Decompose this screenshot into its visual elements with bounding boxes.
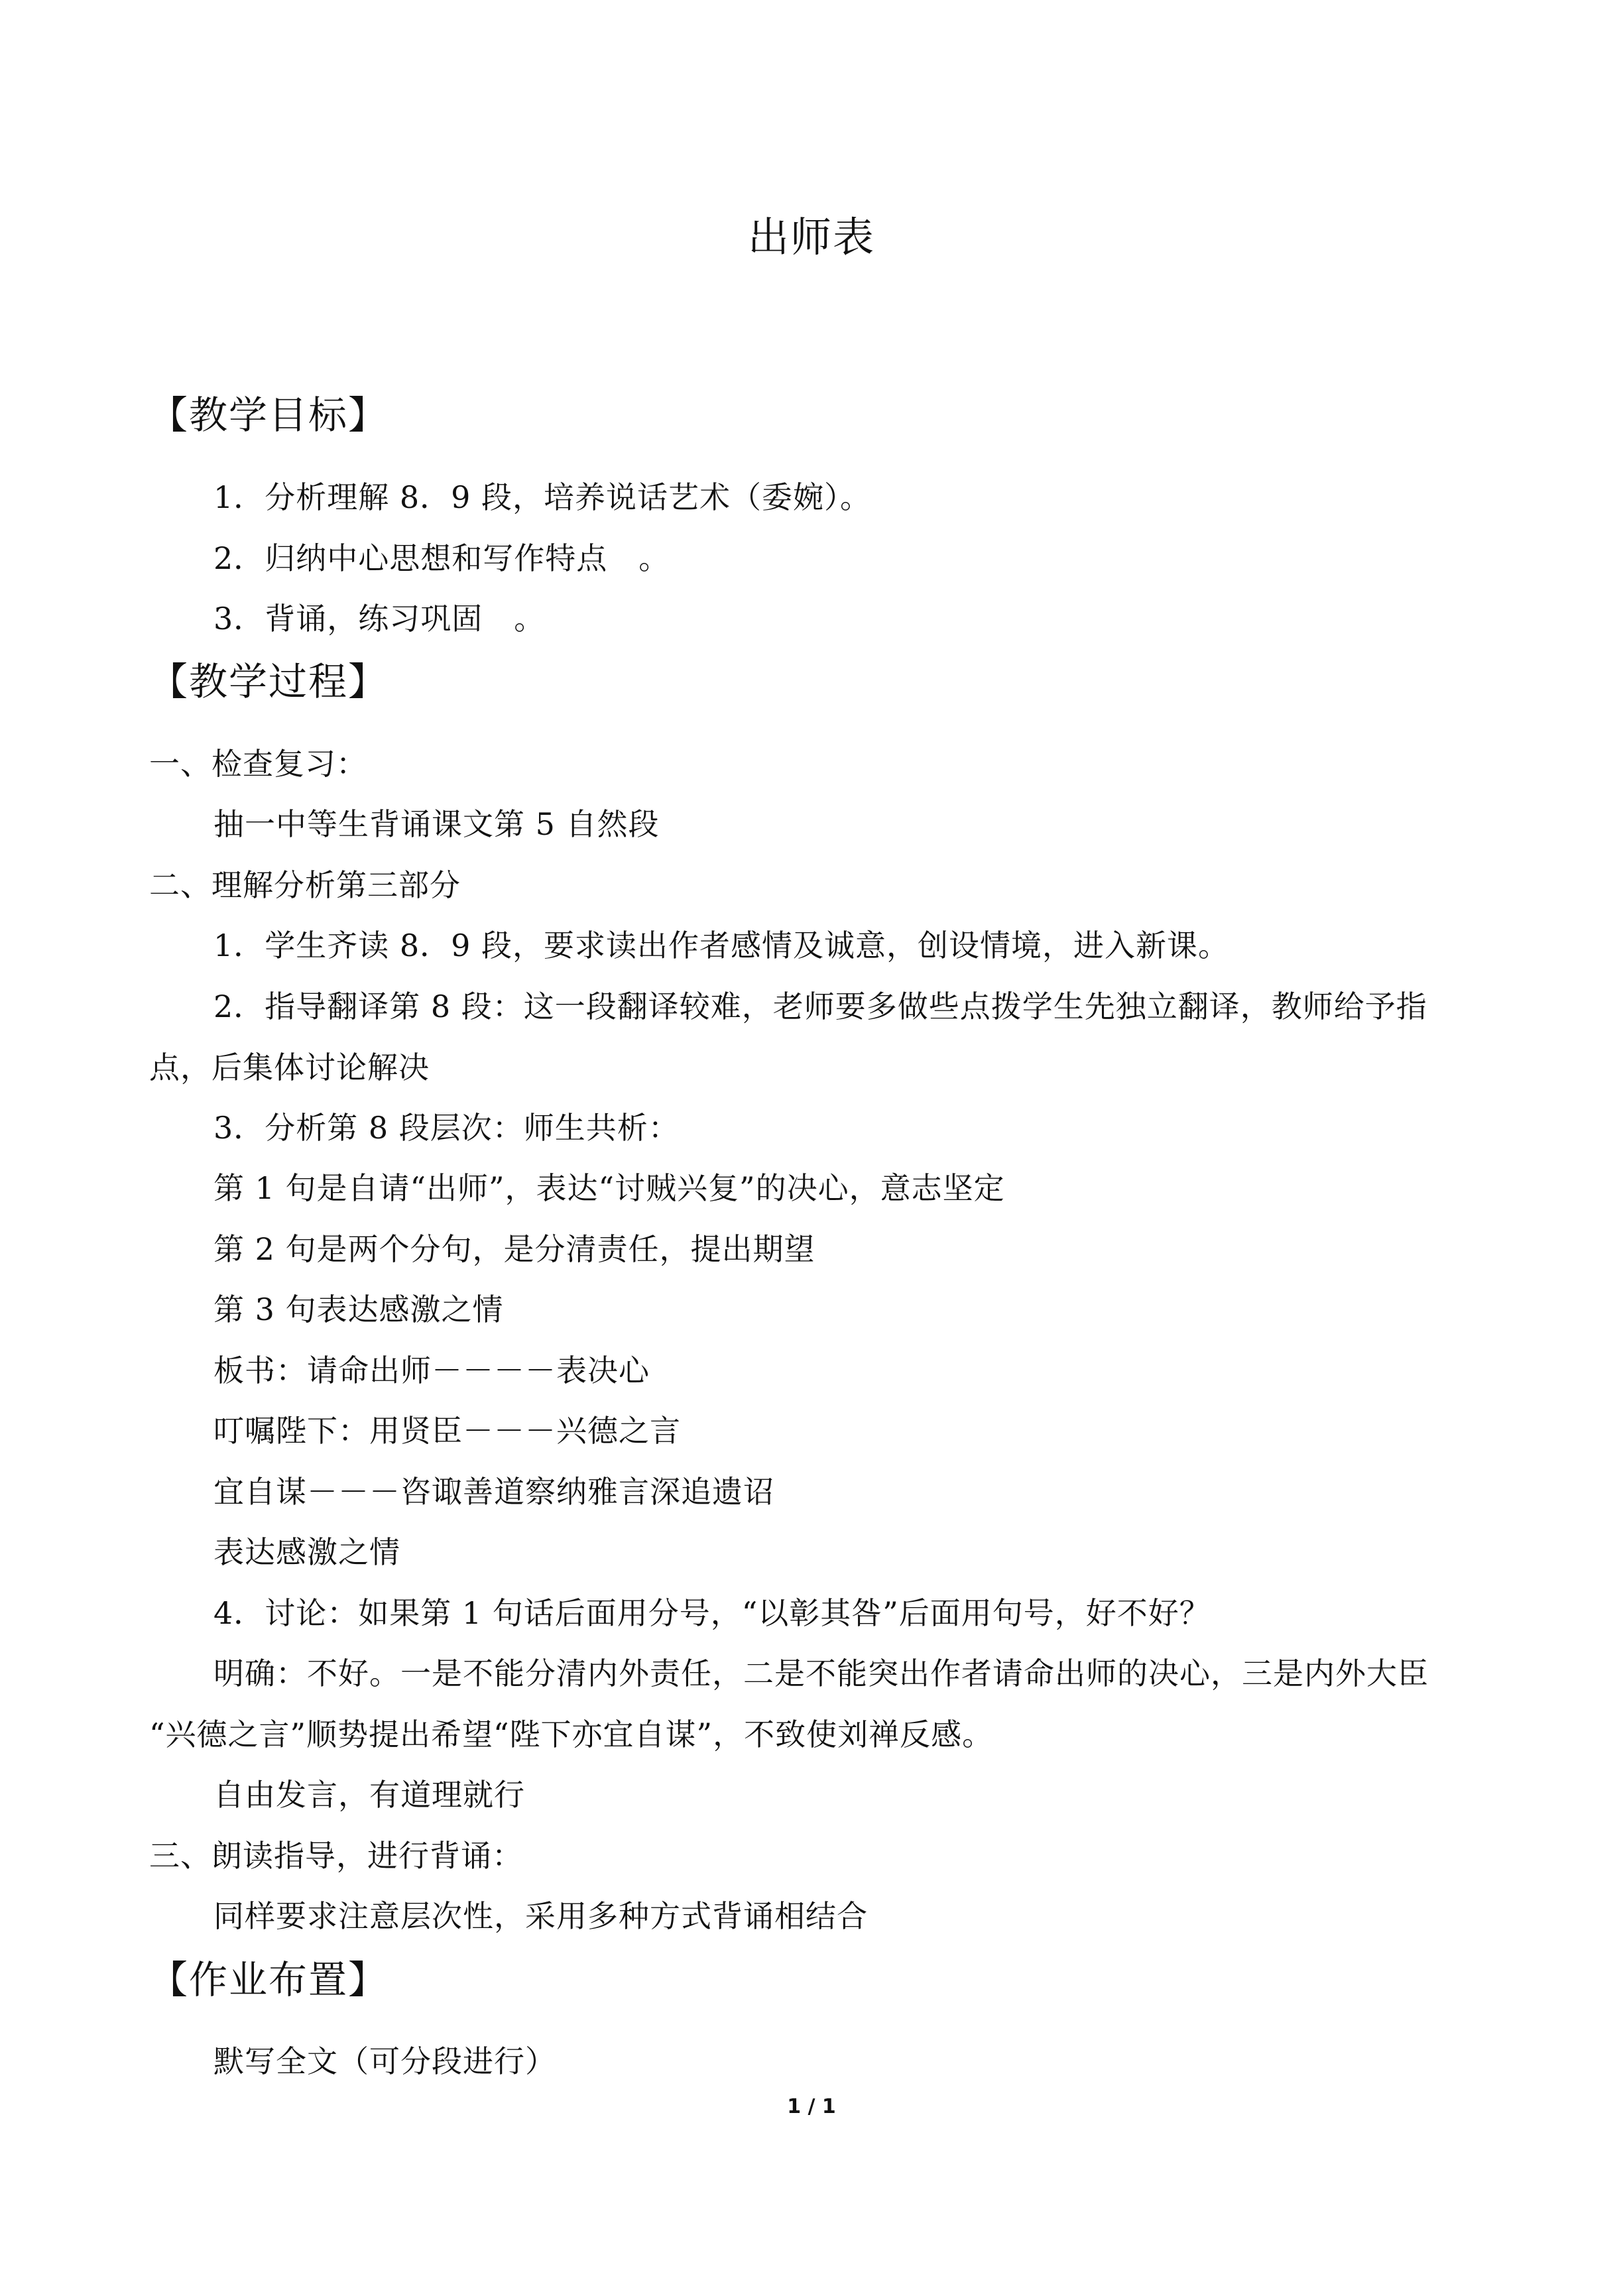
process-line: 表达感激之情	[213, 1534, 400, 1570]
process-line: “兴德之言”顺势提出希望“陛下亦宜自谋”，不致使刘禅反感。	[149, 1717, 994, 1752]
process-line: 1．学生齐读 8．9 段，要求读出作者感情及诚意，创设情境，进入新课。	[213, 928, 1230, 963]
homework-heading: 【作业布置】	[149, 1957, 389, 2002]
process-line: 点，后集体讨论解决	[149, 1050, 430, 1085]
process-line: 第 3 句表达感激之情	[213, 1292, 504, 1327]
objective-item: 3．背诵，练习巩固 。	[213, 601, 546, 636]
process-line: 2．指导翻译第 8 段：这一段翻译较难，老师要多做些点拨学生先独立翻译，教师给予指	[213, 989, 1427, 1024]
document-title: 出师表	[747, 213, 875, 261]
process-line: 自由发言，有道理就行	[213, 1777, 525, 1813]
process-line: 宜自谋－－－咨诹善道察纳雅言深追遗诏	[213, 1474, 774, 1510]
process-line: 一、检查复习：	[149, 746, 367, 782]
process-line: 三、朗读指导，进行背诵：	[149, 1838, 523, 1874]
objective-item: 1．分析理解 8．9 段，培养说话艺术（委婉）。	[213, 479, 872, 515]
process-line: 4．讨论：如果第 1 句话后面用分号，“以彰其咎”后面用句号，好不好？	[213, 1595, 1211, 1631]
process-line: 第 2 句是两个分句，是分清责任，提出期望	[213, 1231, 815, 1267]
process-line: 板书：请命出师－－－－表决心	[213, 1353, 650, 1388]
process-heading: 【教学过程】	[149, 659, 389, 704]
process-line: 抽一中等生背诵课文第 5 自然段	[213, 806, 660, 842]
process-line: 二、理解分析第三部分	[149, 867, 461, 903]
objective-item: 2．归纳中心思想和写作特点 。	[213, 540, 670, 576]
process-line: 同样要求注意层次性，采用多种方式背诵相结合	[213, 1898, 868, 1934]
process-line: 叮嘱陛下：用贤臣－－－兴德之言	[213, 1413, 681, 1449]
process-line: 第 1 句是自请“出师”，表达“讨贼兴复”的决心，意志坚定	[213, 1170, 1005, 1206]
page-number: 1 / 1	[787, 2095, 836, 2118]
process-line: 3．分析第 8 段层次：师生共析：	[213, 1110, 680, 1146]
objectives-heading: 【教学目标】	[149, 393, 389, 438]
process-line: 明确：不好。一是不能分清内外责任，二是不能突出作者请命出师的决心，三是内外大臣	[213, 1656, 1429, 1691]
homework-item: 默写全文（可分段进行）	[213, 2043, 556, 2079]
